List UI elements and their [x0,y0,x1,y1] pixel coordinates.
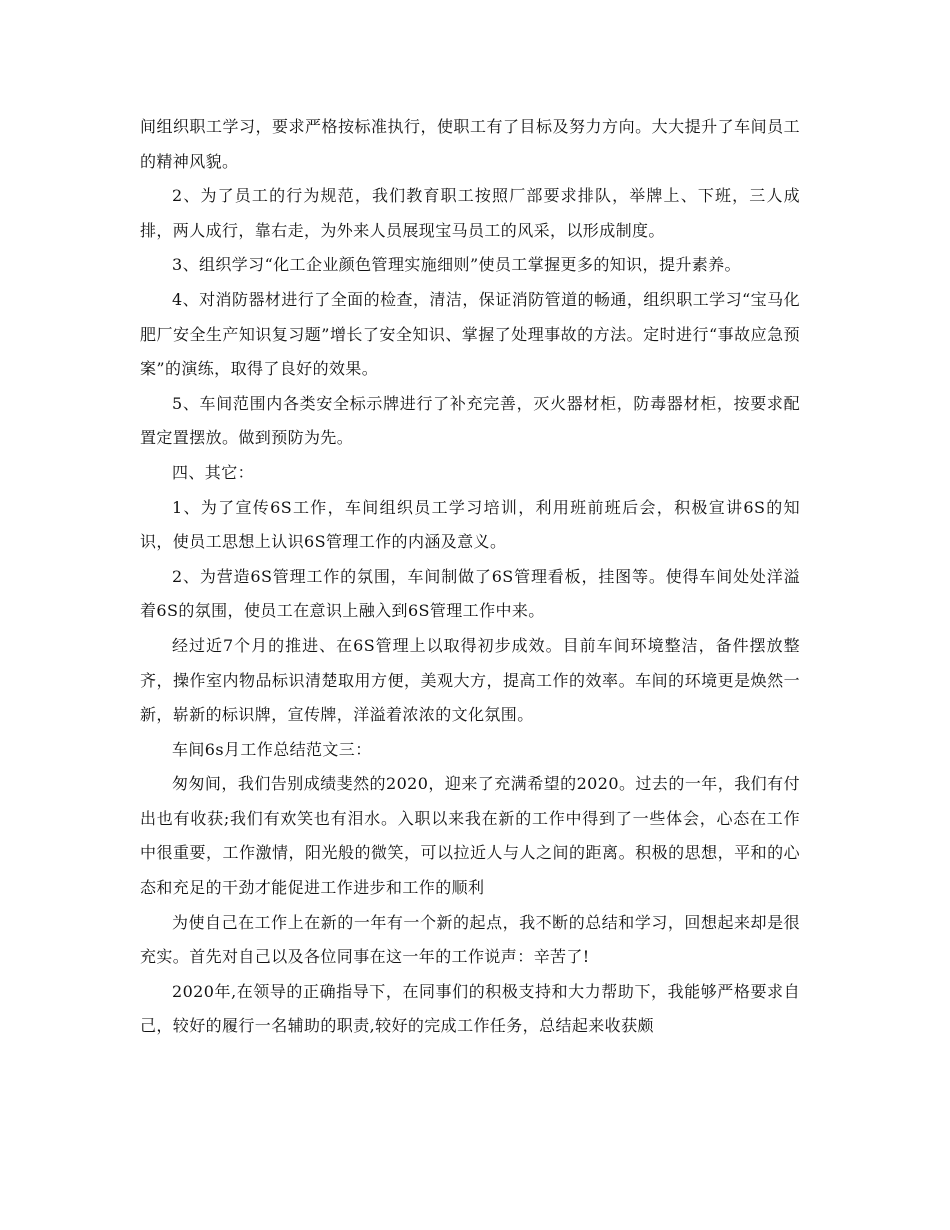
paragraph: 2、为了员工的行为规范，我们教育职工按照厂部要求排队，举牌上、下班，三人成排，两人成行，靠右走，为外来人员展现宝马员工的风采，以形成制度。 [140,186,800,240]
paragraph: 1、为了宣传6S工作，车间组织员工学习培训，利用班前班后会，积极宣讲6S的知识，使员工思想上认识6S管理工作的内涵及意义。 [140,497,800,552]
paragraph: 经过近7个月的推进、在6S管理上以取得初步成效。目前车间环境整洁，备件摆放整齐，操作室内物品标识清楚取用方便，美观大方，提高工作的效率。车间的环境更是焕然一新，崭新的标识牌，宣传牌，洋溢着浓浓的文化氛围。 [140,635,800,725]
paragraph: 2020年,在领导的正确指导下，在同事们的积极支持和大力帮助下，我能够严格要求自己，较好的履行一名辅助的职责,较好的完成工作任务，总结起来收获颇 [140,981,800,1036]
section-heading: 四、其它： [172,462,255,482]
paragraph: 间组织职工学习，要求严格按标准执行，使职工有了目标及努力方向。大大提升了车间员工的精神风貌。 [140,117,800,171]
section-heading: 车间6s月工作总结范文三： [172,739,372,759]
document-body [140,110,800,1044]
paragraph: 2、为营造6S管理工作的氛围，车间制做了6S管理看板，挂图等。使得车间处处洋溢着6S的氛围，使员工在意识上融入到6S管理工作中来。 [140,566,800,621]
paragraph: 匆匆间，我们告别成绩斐然的2020，迎来了充满希望的2020。过去的一年，我们有付出也有收获;我们有欢笑也有泪水。入职以来我在新的工作中得到了一些体会，心态在工作中很重要，工作激情，阳光般的微笑，可以拉近人与人之间的距离。积极的思想，平和的心态和充足的干劲才能促进工作进步和工作的顺利 [140,774,800,898]
paragraph: 3、组织学习“化工企业颜色管理实施细则”使员工掌握更多的知识，提升素养。 [172,255,741,275]
paragraph: 为使自己在工作上在新的一年有一个新的起点，我不断的总结和学习，回想起来却是很充实。首先对自己以及各位同事在这一年的工作说声：辛苦了! [140,912,800,967]
paragraph: 5、车间范围内各类安全标示牌进行了补充完善，灭火器材柜，防毒器材柜，按要求配置定置摆放。做到预防为先。 [140,393,800,448]
paragraph: 4、对消防器材进行了全面的检查，清洁，保证消防管道的畅通，组织职工学习“宝马化肥厂安全生产知识复习题”增长了安全知识、掌握了处理事故的方法。定时进行“事故应急预案”的演练，取得了良好的效果。 [140,289,800,379]
